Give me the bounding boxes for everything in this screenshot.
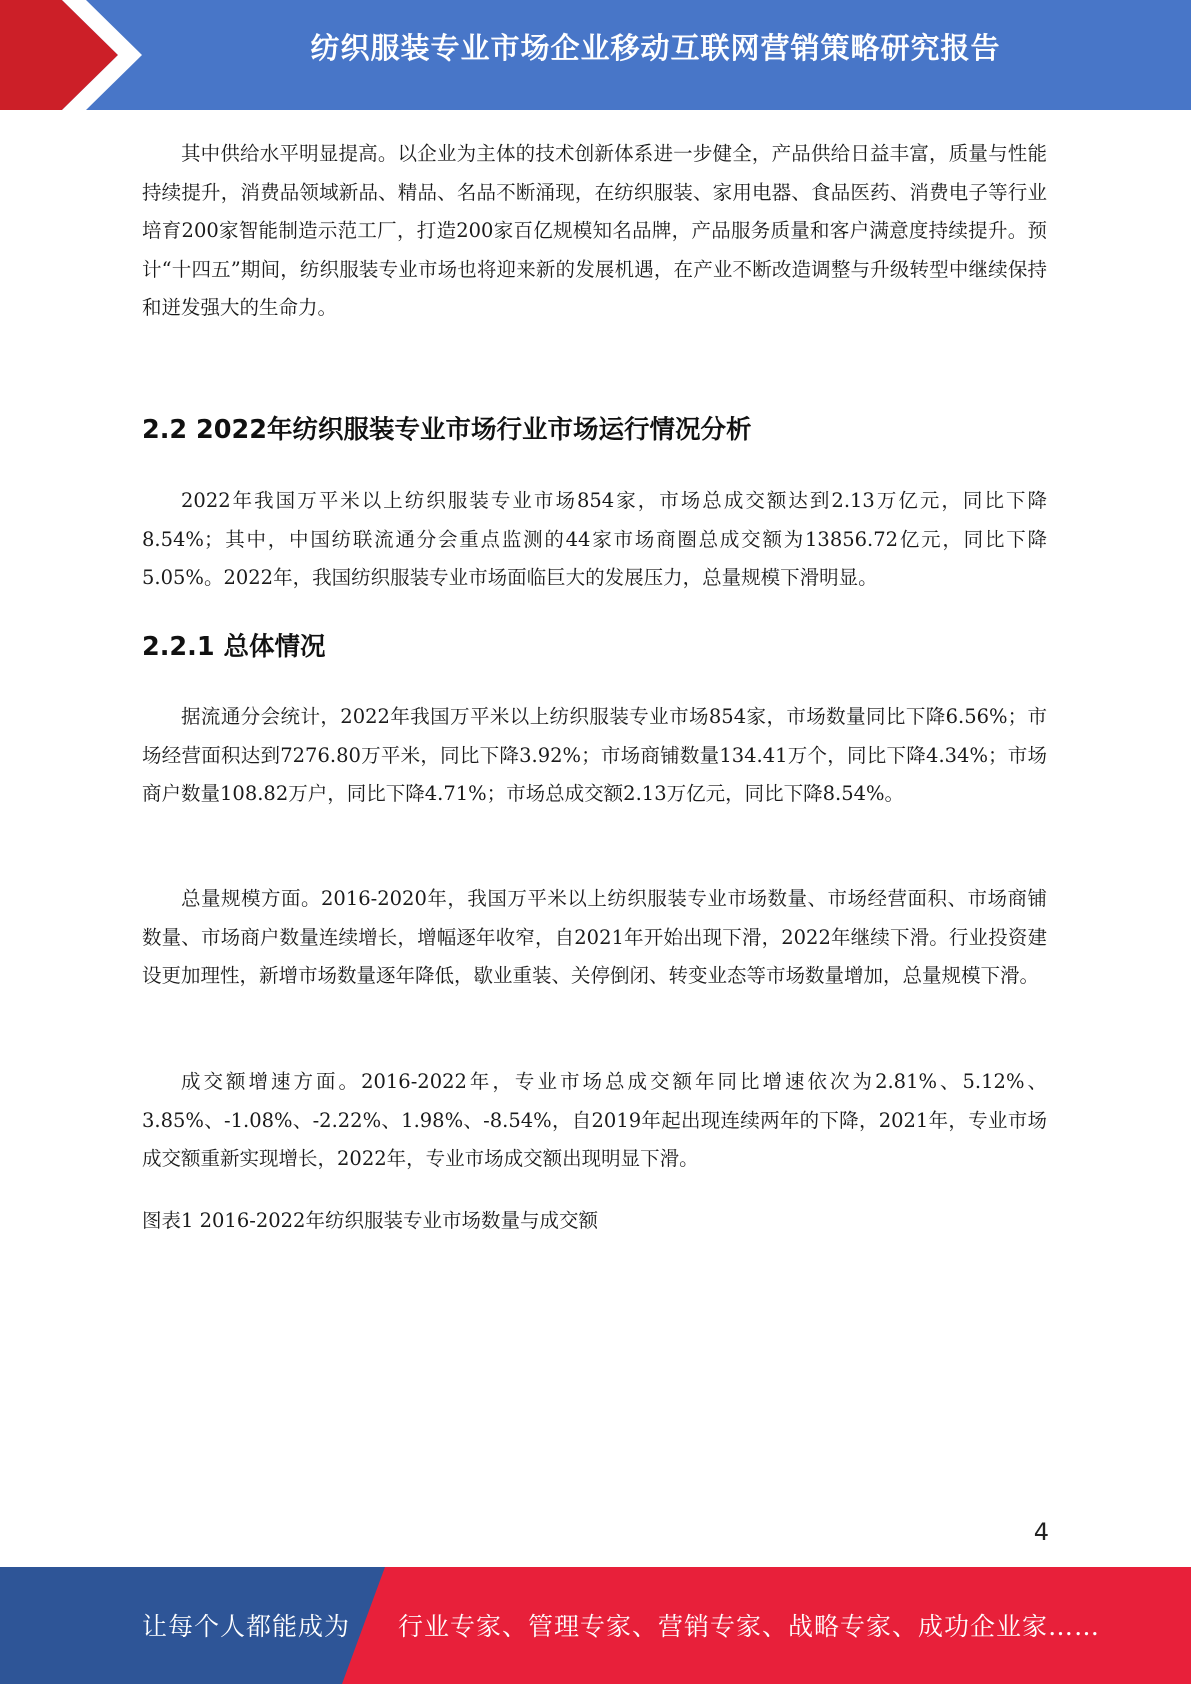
page-header [0,0,1191,110]
growth-block [142,1063,1047,1179]
market-overview-block [142,482,1047,598]
paragraph-market-overview: 2022年我国万平米以上纺织服装专业市场854家，市场总成交额达到2.13万亿元，同比下降8.54%；其中，中国纺联流通分会重点监测的44家市场商圈总成交额为13856.72亿元，同比下降5.05%。2022年，我国纺织服装专业市场面临巨大的发展压力，总量规模下滑明显。 [142,489,1047,589]
paragraph-statistics: 据流通分会统计，2022年我国万平米以上纺织服装专业市场854家，市场数量同比下降6.56%；市场经营面积达到7276.80万平米，同比下降3.92%；市场商铺数量134.41万个，同比下降4.34%；市场商户数量108.82万户，同比下降4.71%；市场总成交额2.13万亿元，同比下降8.54%。 [142,705,1047,805]
paragraph-total-scale: 总量规模方面。2016-2020年，我国万平米以上纺织服装专业市场数量、市场经营面积、市场商铺数量、市场商户数量连续增长，增幅逐年收窄，自2021年开始出现下滑，2022年继续下滑。行业投资建设更加理性，新增市场数量逐年降低，歇业重装、关停倒闭、转变业态等市场数量增加，总量规模下滑。 [142,887,1047,987]
paragraph-supply-level: 其中供给水平明显提高。以企业为主体的技术创新体系进一步健全，产品供给日益丰富，质量与性能持续提升，消费品领域新品、精品、名品不断涌现，在纺织服装、家用电器、食品医药、消费电子等行业培育200家智能制造示范工厂，打造200家百亿规模知名品牌，产品服务质量和客户满意度持续提升。预计“十四五”期间，纺织服装专业市场也将迎来新的发展机遇，在产业不断改造调整与升级转型中继续保持和迸发强大的生命力。 [142,142,1047,319]
statistics-block [142,698,1047,814]
paragraph-turnover-growth: 成交额增速方面。2016-2022年，专业市场总成交额年同比增速依次为2.81%、5.12%、3.85%、-1.08%、-2.22%、1.98%、-8.54%，自2019年起出现连续两年的下降，2021年，专业市场成交额重新实现增长，2022年，专业市场成交额出现明显下滑。 [142,1070,1047,1170]
footer-slogan-left: 让每个人都能成为 [142,1612,351,1641]
page-number: 4 [1033,1518,1049,1546]
intro-paragraph-block [142,135,1047,328]
figure-caption: 图表1 2016-2022年纺织服装专业市场数量与成交额 [142,1209,598,1232]
header-arrow-decoration [0,0,160,110]
section-heading-2-2-1: 2.2.1 总体情况 [142,632,326,662]
report-title: 纺织服装专业市场企业移动互联网营销策略研究报告 [310,31,1001,65]
page-footer [0,1567,1191,1684]
footer-slogan-right: 行业专家、管理专家、营销专家、战略专家、成功企业家…… [398,1612,1101,1641]
section-heading-2-2: 2.2 2022年纺织服装专业市场行业市场运行情况分析 [142,415,752,445]
scale-block [142,880,1047,996]
